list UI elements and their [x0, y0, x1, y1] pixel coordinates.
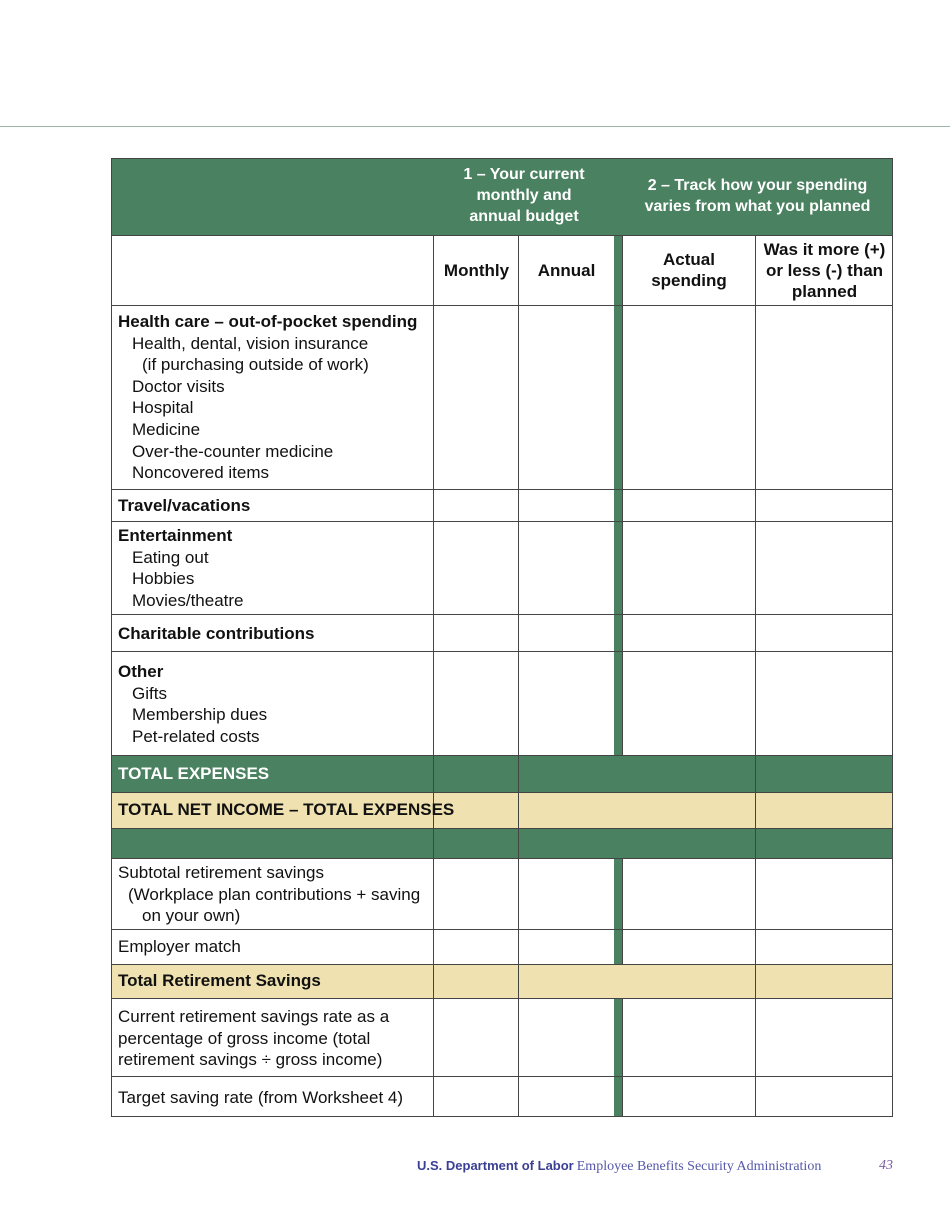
monthly-column-header: Monthly [443, 260, 510, 280]
employer-match-label: Employer match [118, 937, 241, 956]
other-label: Other Gifts Membership dues Pet-related costs [118, 662, 268, 746]
row-line [111, 792, 893, 793]
subtotal-retirement-label: Subtotal retirement savings (Workplace plan contributions + saving on your own) [118, 863, 421, 926]
actual-spending-header: Actual spending [651, 250, 727, 290]
row-line [111, 998, 893, 999]
row-line [111, 858, 893, 859]
column-divider-strip [614, 235, 622, 755]
net-income-label: TOTAL NET INCOME – TOTAL EXPENSES [118, 800, 455, 819]
annual-column-header: Annual [537, 260, 596, 280]
row-line [111, 235, 893, 236]
row-line [111, 929, 893, 930]
current-rate-label: Current retirement savings rate as a percentage of gross income (total retirement savings ÷ gross income) [118, 1007, 390, 1070]
row-line [111, 521, 893, 522]
variance-column-header: Was it more (+) or less (-) than planned [763, 239, 886, 301]
row-line [111, 305, 893, 306]
department-name: U.S. Department of Labor [417, 1158, 574, 1173]
table-border-right [892, 158, 893, 1117]
column-line [622, 858, 623, 964]
section1-header: 1 – Your current monthly and annual budget [463, 166, 585, 225]
separator-band [111, 828, 893, 858]
row-line [111, 1076, 893, 1077]
row-line [111, 651, 893, 652]
column-line [755, 235, 756, 1117]
footer-credit [417, 1158, 821, 1175]
section2-header: 2 – Track how your spending varies from what you planned [644, 177, 871, 215]
health-care-label: Health care – out-of-pocket spending Health, dental, vision insurance (if purchasing outside of work) Doctor visits Hospital Medicine Over-the-counter medicine Noncovered items [118, 312, 418, 483]
column-divider-strip [614, 998, 622, 1117]
column-line [433, 235, 434, 1117]
row-line [111, 614, 893, 615]
travel-label: Travel/vacations [118, 496, 251, 515]
row-line [111, 158, 893, 159]
row-line [111, 755, 893, 756]
row-line [111, 964, 893, 965]
column-line [518, 235, 519, 1117]
row-line [111, 489, 893, 490]
entertainment-label: Entertainment Eating out Hobbies Movies/theatre [118, 526, 244, 610]
charitable-label: Charitable contributions [118, 624, 315, 643]
table-border-left [111, 158, 112, 1117]
column-divider-strip [614, 858, 622, 964]
row-line [111, 828, 893, 829]
agency-name: Employee Benefits Security Administration [576, 1159, 822, 1174]
total-expenses-label: TOTAL EXPENSES [118, 764, 270, 783]
column-line [622, 235, 623, 755]
total-retirement-label: Total Retirement Savings [118, 971, 321, 990]
target-rate-label: Target saving rate (from Worksheet 4) [118, 1088, 404, 1107]
page-number: 43 [879, 1158, 893, 1173]
column-line [622, 998, 623, 1117]
row-line [111, 1116, 893, 1117]
